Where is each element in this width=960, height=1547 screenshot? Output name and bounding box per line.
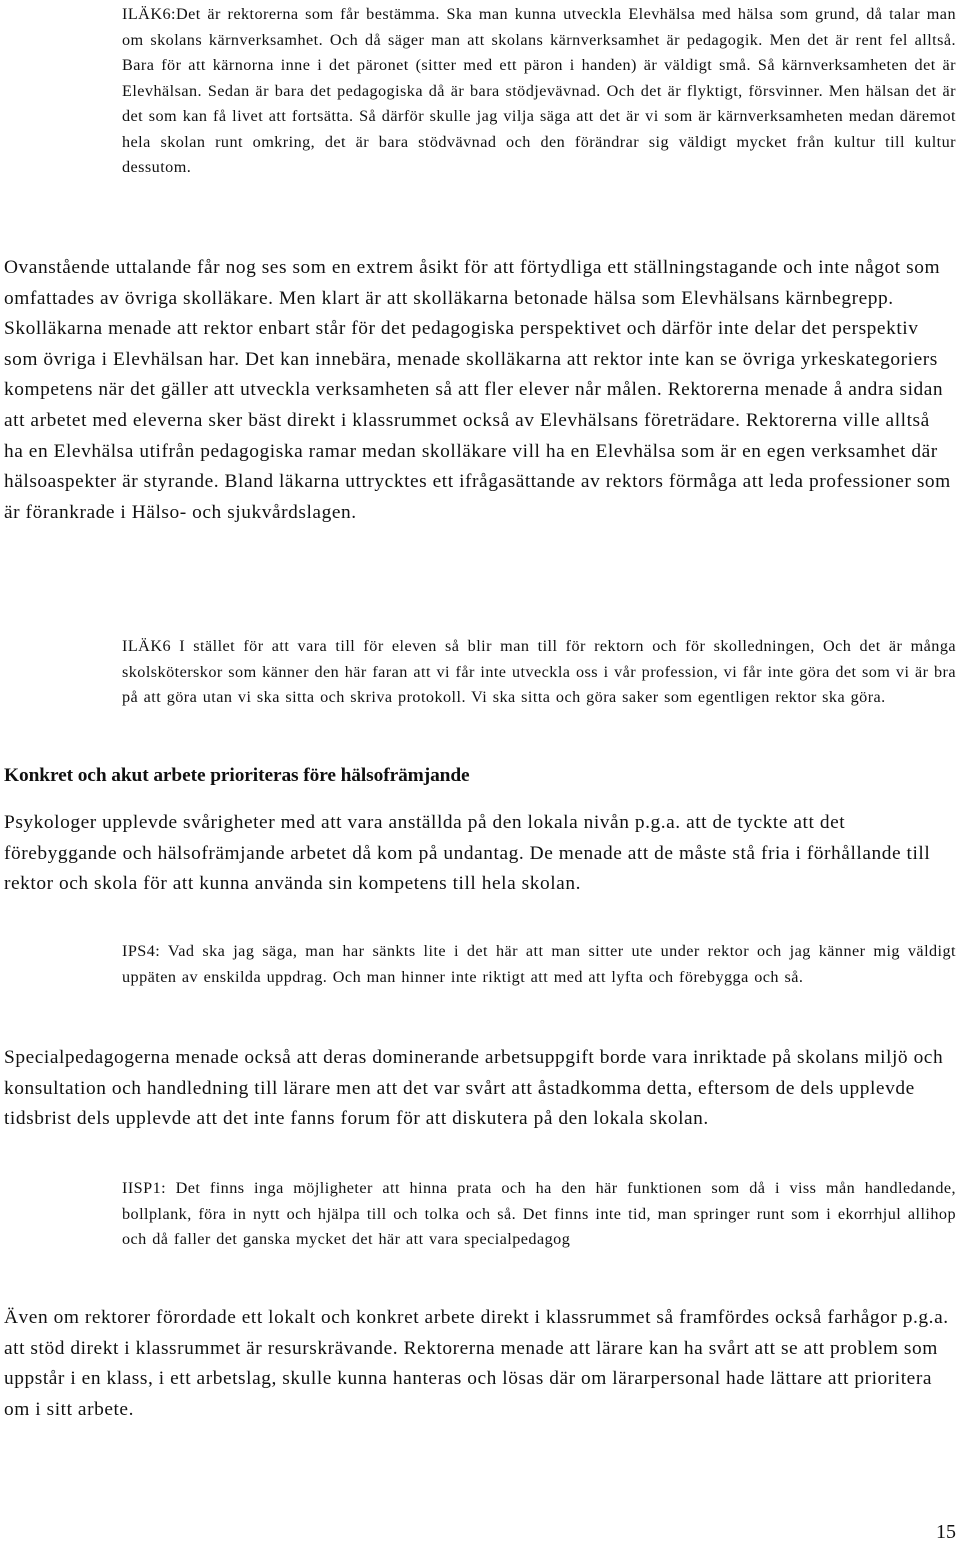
- body-paragraph-rektorer: Även om rektorer förordade ett lokalt och konkret arbete direkt i klassrummet så framfördes också farhågor p.g.a. att stöd direkt i klassrummet är resurskrävande. Rektorerna menade att lärare kan ha svårt att se att problem som uppstår i en klass, i ett arbetslag, skulle kunna hanteras och lösas där om lärarpersonal hade lättare att prioritera om i sitt arbete.: [4, 1307, 949, 1420]
- page-number: 15: [936, 1521, 956, 1543]
- interview-quote-ilak6-second: ILÄK6 I stället för att vara till för eleven så blir man till för rektorn och för skolledningen, Och det är många skolsköterskor som känner den här faran att vi får inte utveckla oss i vår profession, vi får inte göra det som vi är bra på att göra utan vi ska sitta och skriva protokoll. Vi ska sitta och göra saker som egentligen rektor ska göra.: [122, 637, 956, 706]
- interview-quote-ilak6-first: ILÄK6:Det är rektorerna som får bestämma. Ska man kunna utveckla Elevhälsa med hälsa som grund, då talar man om skolans kärnverksamhet. Och då säger man att skolans kärnverksamhet är pedagogik. Men det är rent fel alltså. Bara för att kärnorna inne i det päronet (sitter med ett päron i handen) är väldigt små. Så kärnverksamheten det är Elevhälsan. Sedan är bara det pedagogiska då är bara stödjevävnad. Och det är flyktigt, försvinner. Men hälsan det är det som kan få livet att fortsätta. Så därför skulle jag vilja säga att det är vi som är kärnverksamheten medan däremot hela skolan runt omkring, det är bara stödvävnad och den förändrar sig väldigt mycket från kultur till kultur dessutom.: [122, 5, 956, 176]
- body-paragraph-skollakare: Ovanstående uttalande får nog ses som en extrem åsikt för att förtydliga ett ställningstagande och inte något som omfattades av övriga skolläkare. Men klart är att skolläkarna betonade hälsa som Elevhälsans kärnbegrepp. Skolläkarna menade att rektor enbart står för det pedagogiska perspektivet och därför inte delar det perspektiv som övriga i Elevhälsan har. Det kan innebära, menade skolläkarna att rektor inte kan se övriga yrkeskategoriers kompetens när det gäller att utveckla verksamheten så att fler elever når målen. Rektorerna menade å andra sidan att arbetet med eleverna sker bäst direkt i klassrummet också av Elevhälsans företrädare. Rektorerna ville alltså ha en Elevhälsa utifrån pedagogiska ramar medan skolläkare vill ha en Elevhälsa som är en egen verksamhet där hälsoaspekter är styrande. Bland läkarna uttrycktes ett ifrågasättande av rektors förmåga att leda professioner som är förankrade i Hälso- och sjukvårdslagen.: [4, 257, 951, 523]
- section-heading: Konkret och akut arbete prioriteras före hälsofrämjande: [4, 765, 470, 786]
- body-paragraph-psykologer: Psykologer upplevde svårigheter med att vara anställda på den lokala nivån p.g.a. att de tyckte att det förebyggande och hälsofrämjande arbetet då kom på undantag. De menade att de måste stå fria i förhållande till rektor och skola för att kunna använda sin kompetens till hela skolan.: [4, 812, 931, 895]
- body-paragraph-specialpedagoger: Specialpedagogerna menade också att deras dominerande arbetsuppgift borde vara inriktade på skolans miljö och konsultation och handledning till lärare men att det var svårt att åstadkomma detta, eftersom de dels upplevde tidsbrist dels upplevde att det inte fanns forum för att diskutera på den lokala skolan.: [4, 1047, 944, 1130]
- interview-quote-iisp1: IISP1: Det finns inga möjligheter att hinna prata och ha den här funktionen som då i viss mån handledande, bollplank, föra in nytt och hjälpa till och tolka och så. Det finns inte tid, man springer runt som i ekorrhjul allihop och då faller det ganska mycket det här att vara specialpedagog: [122, 1179, 956, 1248]
- interview-quote-ips4: IPS4: Vad ska jag säga, man har sänkts lite i det här att man sitter ute under rektor och jag känner mig väldigt uppäten av enskilda uppdrag. Och man hinner inte riktigt att med att lyfta och förebygga och så.: [122, 942, 956, 986]
